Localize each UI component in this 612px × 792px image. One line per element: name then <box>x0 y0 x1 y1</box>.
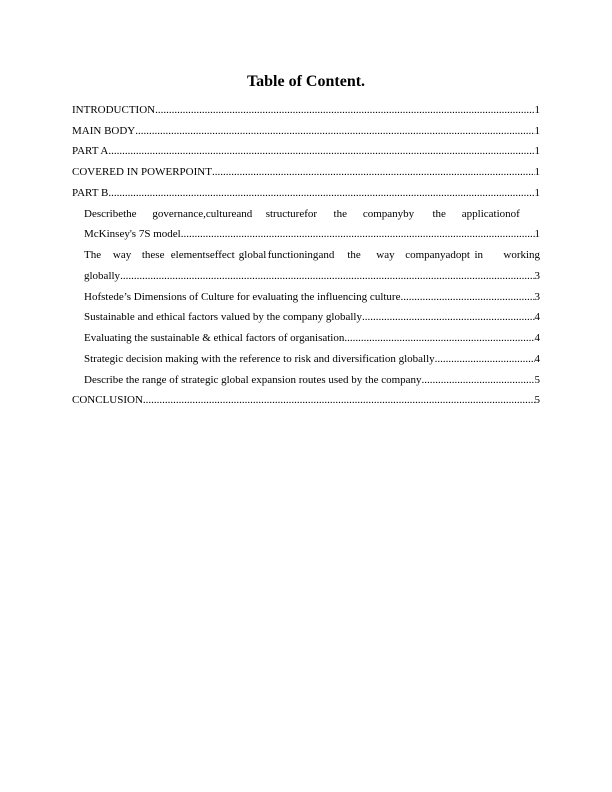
toc-entry-line <box>84 241 540 262</box>
word: for <box>304 207 318 220</box>
word: structure <box>265 207 305 220</box>
toc-entry-governance[interactable] <box>72 200 540 242</box>
toc-entry-introduction[interactable] <box>72 96 540 117</box>
toc-page-number: 1 <box>534 103 540 116</box>
word: Describe <box>84 207 124 220</box>
word: application <box>461 207 511 220</box>
toc-entry-main-body[interactable] <box>72 117 540 138</box>
word: effect <box>209 249 235 261</box>
toc-entry-line <box>84 262 540 283</box>
page-title: Table of Content. <box>246 73 366 90</box>
word: working <box>503 249 541 261</box>
toc-entry-sustainable-factors[interactable] <box>72 304 540 325</box>
word: culture <box>205 207 237 220</box>
toc-page-number: 1 <box>534 124 540 137</box>
dot-leader <box>181 228 535 241</box>
toc-entry-label: MAIN BODY <box>72 124 136 137</box>
dot-leader <box>362 311 535 324</box>
dot-leader <box>422 374 535 387</box>
toc-entry-line <box>84 200 540 221</box>
toc-entry-part-a[interactable] <box>72 138 540 159</box>
dot-leader <box>108 187 534 200</box>
toc-entry-label: Evaluating the sustainable & ethical factors of organisation <box>84 332 345 344</box>
toc-entry-label: PART B <box>72 186 109 199</box>
word: The <box>84 249 102 261</box>
toc-entry-conclusion[interactable] <box>72 387 540 408</box>
toc-page-number: 3 <box>534 290 540 303</box>
word: and <box>318 249 335 261</box>
word: governance, <box>152 207 206 220</box>
toc-page-number: 1 <box>534 186 540 199</box>
toc-entry-label: Describe the range of strategic global expansion routes used by the company <box>84 373 422 386</box>
toc-entry-label <box>84 249 540 262</box>
dot-leader <box>135 125 534 138</box>
dot-leader <box>108 145 534 158</box>
word: of <box>510 207 520 220</box>
toc-entry-hofstede[interactable] <box>72 283 540 304</box>
dot-leader <box>143 394 535 407</box>
toc-page-number: 4 <box>534 311 540 324</box>
word: adopt <box>445 249 470 261</box>
word: these <box>141 249 165 261</box>
toc-page-number: 3 <box>534 269 540 282</box>
table-of-contents <box>72 96 540 407</box>
toc-page-number: 1 <box>534 228 540 241</box>
dot-leader <box>403 291 534 304</box>
word: by <box>403 207 415 220</box>
word: the <box>333 207 347 220</box>
toc-entry-label: PART A <box>72 145 109 158</box>
toc-entry-part-b[interactable] <box>72 179 540 200</box>
toc-page-number: 4 <box>534 352 540 365</box>
word: elements <box>170 249 210 261</box>
word: the <box>432 207 446 220</box>
toc-entry-line <box>84 221 540 242</box>
toc-entry-label: COVERED IN POWERPOINT <box>72 166 212 178</box>
toc-page-number: 4 <box>534 332 540 344</box>
toc-page-number: 1 <box>534 145 540 158</box>
toc-entry-strategic-decision[interactable] <box>72 345 540 366</box>
toc-entry-evaluating-factors[interactable] <box>72 324 540 345</box>
toc-page-number: 5 <box>534 373 540 386</box>
toc-entry-label <box>84 208 540 221</box>
dot-leader <box>212 166 535 179</box>
word: and <box>236 207 253 220</box>
word: functioning <box>267 249 319 261</box>
word: global <box>238 249 267 261</box>
toc-entry-label: globally <box>84 269 121 282</box>
toc-entry-label: Sustainable and ethical factors valued by the company globally <box>84 311 362 324</box>
word: the <box>347 249 361 261</box>
word: company <box>362 207 404 220</box>
toc-entry-label: CONCLUSION <box>72 394 143 407</box>
word: company <box>405 249 446 261</box>
toc-entry-covered-in-powerpoint[interactable] <box>72 158 540 179</box>
toc-entry-global-functioning[interactable] <box>72 241 540 283</box>
dot-leader <box>344 332 534 345</box>
toc-entry-label: Hofstede’s Dimensions of Culture for evaluating the influencing culture. <box>84 290 404 303</box>
dot-leader <box>155 104 534 117</box>
toc-entry-label: McKinsey's 7S model <box>84 228 181 241</box>
word: way <box>376 249 395 261</box>
dot-leader <box>120 270 534 283</box>
dot-leader <box>435 353 535 366</box>
word: in <box>474 249 484 261</box>
toc-entry-expansion-routes[interactable] <box>72 366 540 387</box>
toc-page-number: 1 <box>534 166 540 178</box>
toc-entry-label: INTRODUCTION <box>72 103 156 116</box>
toc-page-number: 5 <box>534 394 540 407</box>
toc-entry-label: Strategic decision making with the reference to risk and diversification globally <box>84 352 435 365</box>
word: way <box>112 249 132 261</box>
word: the <box>123 207 137 220</box>
